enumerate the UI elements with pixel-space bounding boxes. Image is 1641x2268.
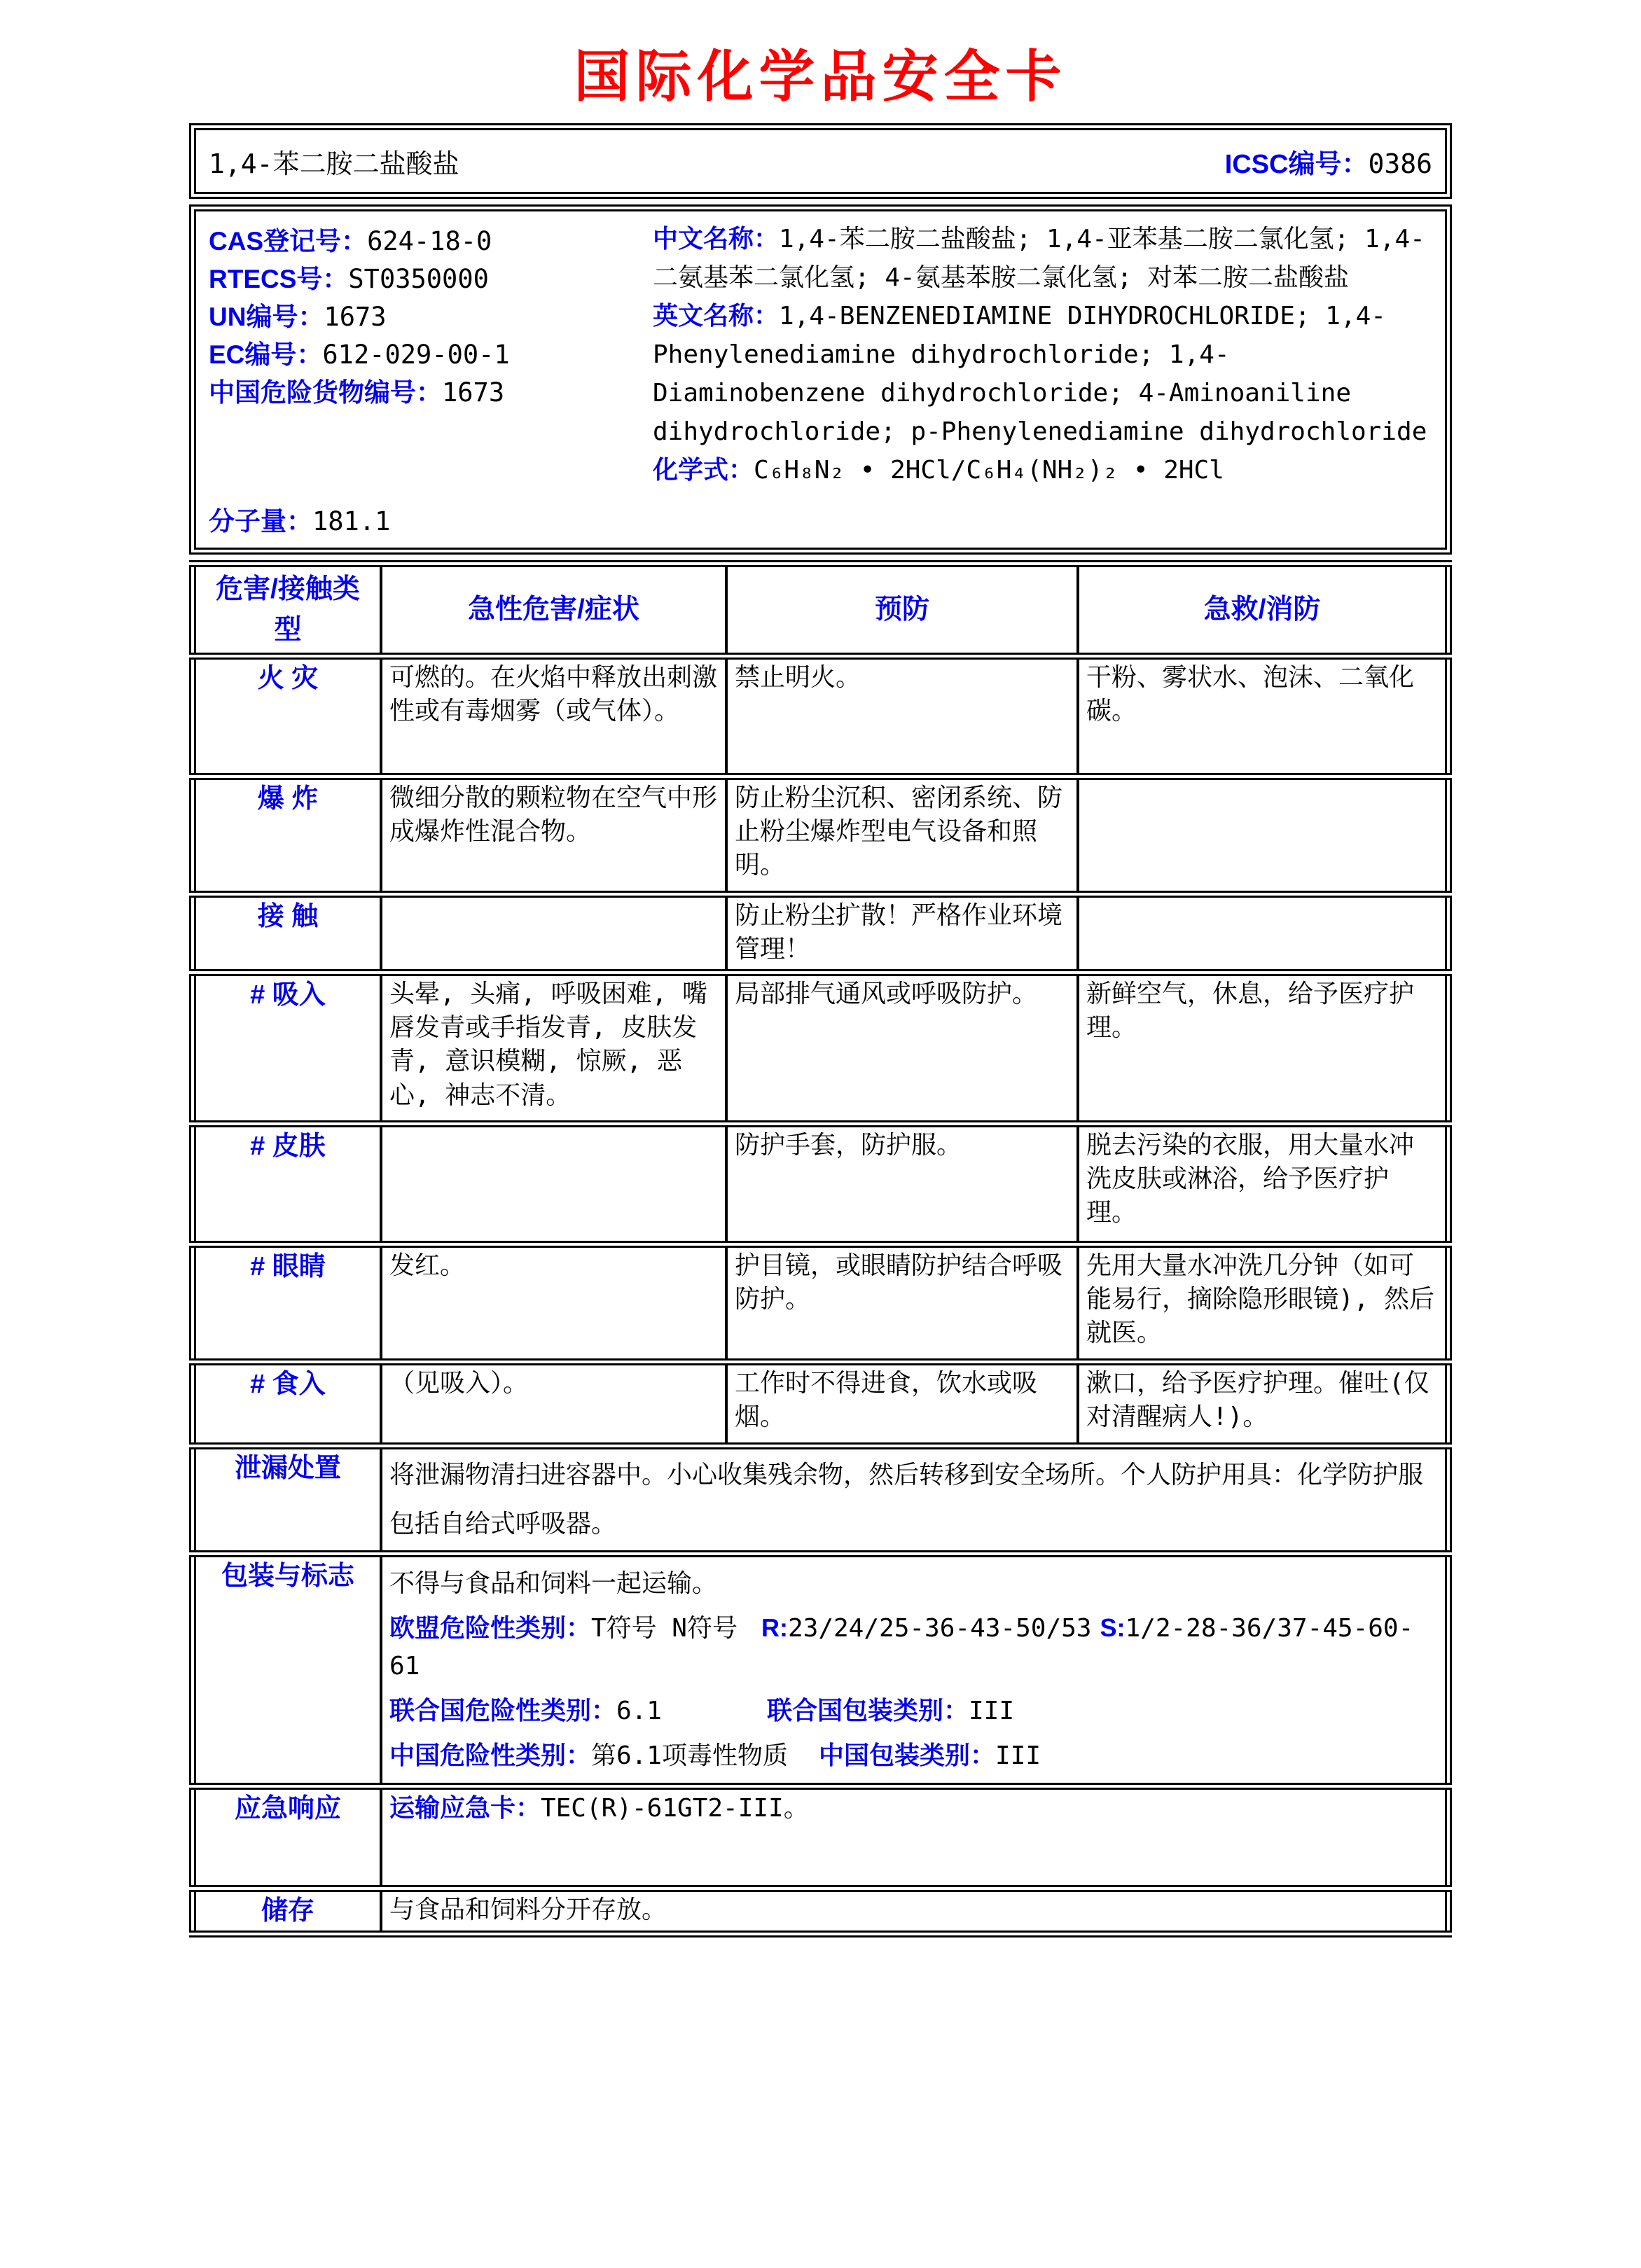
icsc-number-group (1225, 142, 1432, 181)
skin-prevention: 防护手套，防护服。 (726, 1124, 1078, 1244)
packaging-content (381, 1554, 1448, 1786)
row-label-spillage: 泄漏处置 (193, 1446, 381, 1554)
row-label-storage: 储存 (193, 1888, 381, 1934)
cn-class-value: 第6.1项毒性物质 (590, 1741, 788, 1771)
un-class-label: 联合国危险性类别： (389, 1696, 616, 1725)
chemical-formula-label: 化学式： (653, 455, 754, 485)
ec-number (209, 333, 629, 371)
row-label-inhalation: # 吸入 (193, 973, 381, 1124)
substance-name: 1,4-苯二胺二盐酸盐 (209, 148, 459, 179)
ingestion-prevention: 工作时不得进食，饮水或吸烟。 (726, 1362, 1078, 1446)
chinese-name (653, 220, 1432, 297)
r-phrases-label: R: (761, 1613, 788, 1643)
header-first-aid: 急救/消防 (1078, 564, 1448, 656)
header-acute-symptoms: 急性危害/症状 (381, 564, 726, 656)
table-row-storage (193, 1888, 1448, 1934)
un-label: UN编号： (209, 302, 324, 331)
hazard-table-header (193, 564, 1448, 656)
fire-prevention: 禁止明火。 (726, 656, 1078, 777)
s-phrases-label: S: (1100, 1613, 1126, 1643)
s-phrases-value: 1/2-28-36/37-45-60-61 (389, 1614, 1414, 1681)
explosion-prevention: 防止粉尘沉积、密闭系统、防止粉尘爆炸型电气设备和照明。 (726, 777, 1078, 894)
rtecs-value: ST0350000 (348, 264, 489, 294)
english-name-label: 英文名称： (653, 301, 780, 331)
spillage-text (381, 1446, 1448, 1554)
hazard-table (189, 560, 1452, 1937)
table-row-packaging (193, 1554, 1448, 1786)
eyes-response: 先用大量水冲洗几分钟（如可能易行，摘除隐形眼镜), 然后就医。 (1078, 1244, 1448, 1362)
eyes-symptoms: 发红。 (381, 1244, 726, 1362)
row-label-packaging: 包装与标志 (193, 1554, 381, 1786)
chemical-formula (653, 451, 1432, 490)
table-row-exposure (193, 894, 1448, 973)
exposure-response (1078, 894, 1448, 973)
card-content (189, 123, 1452, 1937)
packaging-eu-classification (389, 1609, 1438, 1685)
page-title: 国际化学品安全卡 (574, 46, 1067, 108)
row-label-explosion: 爆 炸 (193, 777, 381, 894)
ingestion-symptoms: （见吸入）。 (381, 1362, 726, 1446)
table-row-eyes (193, 1244, 1448, 1362)
explosion-response (1078, 777, 1448, 894)
emergency-content (381, 1786, 1448, 1888)
row-label-fire: 火 灾 (193, 656, 381, 777)
un-number (209, 295, 629, 333)
exposure-symptoms (381, 894, 726, 973)
inhalation-prevention: 局部排气通风或呼吸防护。 (726, 973, 1078, 1124)
icsc-number-value: 0386 (1368, 148, 1432, 179)
row-label-emergency: 应急响应 (193, 1786, 381, 1888)
table-row-emergency (193, 1786, 1448, 1888)
identifier-list (209, 220, 629, 538)
row-label-ingestion: # 食入 (193, 1362, 381, 1446)
china-dg-label: 中国危险货物编号： (209, 378, 442, 407)
english-name (653, 297, 1432, 451)
table-row-fire (193, 656, 1448, 777)
packaging-cn-classification (389, 1737, 1438, 1775)
spillage-text-content: 将泄漏物清扫进容器中。小心收集残余物，然后转移到安全场所。个人防护用具：化学防护服包括自给式呼吸器。 (389, 1461, 1423, 1539)
fire-response: 干粉、雾状水、泡沫、二氧化碳。 (1078, 656, 1448, 777)
molecular-weight-value: 181.1 (312, 506, 391, 536)
row-label-eyes: # 眼睛 (193, 1244, 381, 1362)
ec-value: 612-029-00-1 (322, 340, 510, 370)
cn-pack-value: III (995, 1741, 1041, 1771)
identifiers-box (189, 204, 1452, 555)
fire-symptoms: 可燃的。在火焰中释放出刺激性或有毒烟雾（或气体）。 (381, 656, 726, 777)
molecular-weight (209, 500, 629, 538)
explosion-symptoms: 微细分散的颗粒物在空气中形成爆炸性混合物。 (381, 777, 726, 894)
table-row-skin (193, 1124, 1448, 1244)
packaging-transport-note: 不得与食品和饲料一起运输。 (389, 1569, 717, 1599)
un-class-value: 6.1 (616, 1697, 662, 1726)
eu-class-value: T符号 N符号 (590, 1614, 738, 1643)
icsc-number-label: ICSC编号： (1224, 149, 1369, 179)
china-dg-number (209, 371, 629, 409)
table-row-spillage (193, 1446, 1448, 1554)
table-row-ingestion (193, 1362, 1448, 1446)
header-prevention: 预防 (726, 564, 1078, 656)
rtecs-number (209, 258, 629, 295)
inhalation-symptoms: 头晕, 头痛, 呼吸困难, 嘴唇发青或手指发青, 皮肤发青, 意识模糊, 惊厥, 恶心, 神志不清。 (381, 973, 726, 1124)
un-pack-value: III (969, 1697, 1015, 1726)
transport-emergency-card-label: 运输应急卡： (389, 1793, 541, 1823)
table-row-inhalation (193, 973, 1448, 1124)
transport-emergency-card-value: TEC(R)-61GT2-III。 (540, 1794, 809, 1823)
row-label-exposure: 接 触 (193, 894, 381, 973)
eu-class-label: 欧盟危险性类别： (389, 1613, 591, 1643)
chinese-name-value: 1,4-苯二胺二盐酸盐; 1,4-亚苯基二胺二氯化氢; 1,4-二氨基苯二氯化氢; 4-氨基苯胺二氯化氢; 对苯二胺二盐酸盐 (653, 225, 1425, 292)
storage-text: 与食品和饲料分开存放。 (381, 1888, 1448, 1934)
chemical-formula-value: C₆H₈N₂ • 2HCl/C₆H₄(NH₂)₂ • 2HCl (754, 456, 1224, 485)
ingestion-response: 漱口，给予医疗护理。催吐(仅对清醒病人!)。 (1078, 1362, 1448, 1446)
names-column (653, 220, 1432, 538)
cas-value: 624-18-0 (367, 226, 492, 256)
cn-class-label: 中国危险性类别： (389, 1741, 591, 1770)
molecular-weight-label: 分子量： (209, 507, 312, 536)
english-name-value: 1,4-BENZENEDIAMINE DIHYDROCHLORIDE; 1,4-Phenylenediamine dihydrochloride; 1,4-Diaminobenzene dihydrochloride; 4-Aminoaniline dihydrochloride; p-Phenylenediamine dihydrochloride (653, 302, 1427, 446)
inhalation-response: 新鲜空气，休息，给予医疗护理。 (1078, 973, 1448, 1124)
row-label-skin: # 皮肤 (193, 1124, 381, 1244)
ec-label: EC编号： (209, 340, 323, 369)
skin-response: 脱去污染的衣服，用大量水冲洗皮肤或淋浴，给予医疗护理。 (1078, 1124, 1448, 1244)
cas-label: CAS登记号： (209, 227, 368, 256)
cn-pack-label: 中国包装类别： (818, 1741, 995, 1770)
chinese-name-label: 中文名称： (653, 224, 780, 253)
header-hazard-type: 危害/接触类型 (193, 564, 381, 656)
un-pack-label: 联合国包装类别： (766, 1696, 969, 1725)
rtecs-label: RTECS号： (209, 265, 349, 293)
eyes-prevention: 护目镜，或眼睛防护结合呼吸防护。 (726, 1244, 1078, 1362)
table-row-explosion (193, 777, 1448, 894)
un-value: 1673 (324, 302, 387, 332)
cas-number (209, 220, 629, 258)
substance-header-box (189, 123, 1452, 199)
exposure-prevention: 防止粉尘扩散！严格作业环境管理！ (726, 894, 1078, 973)
r-phrases-value: 23/24/25-36-43-50/53 (787, 1614, 1092, 1643)
skin-symptoms (381, 1124, 726, 1244)
packaging-un-classification (389, 1692, 1438, 1730)
china-dg-value: 1673 (442, 377, 505, 408)
